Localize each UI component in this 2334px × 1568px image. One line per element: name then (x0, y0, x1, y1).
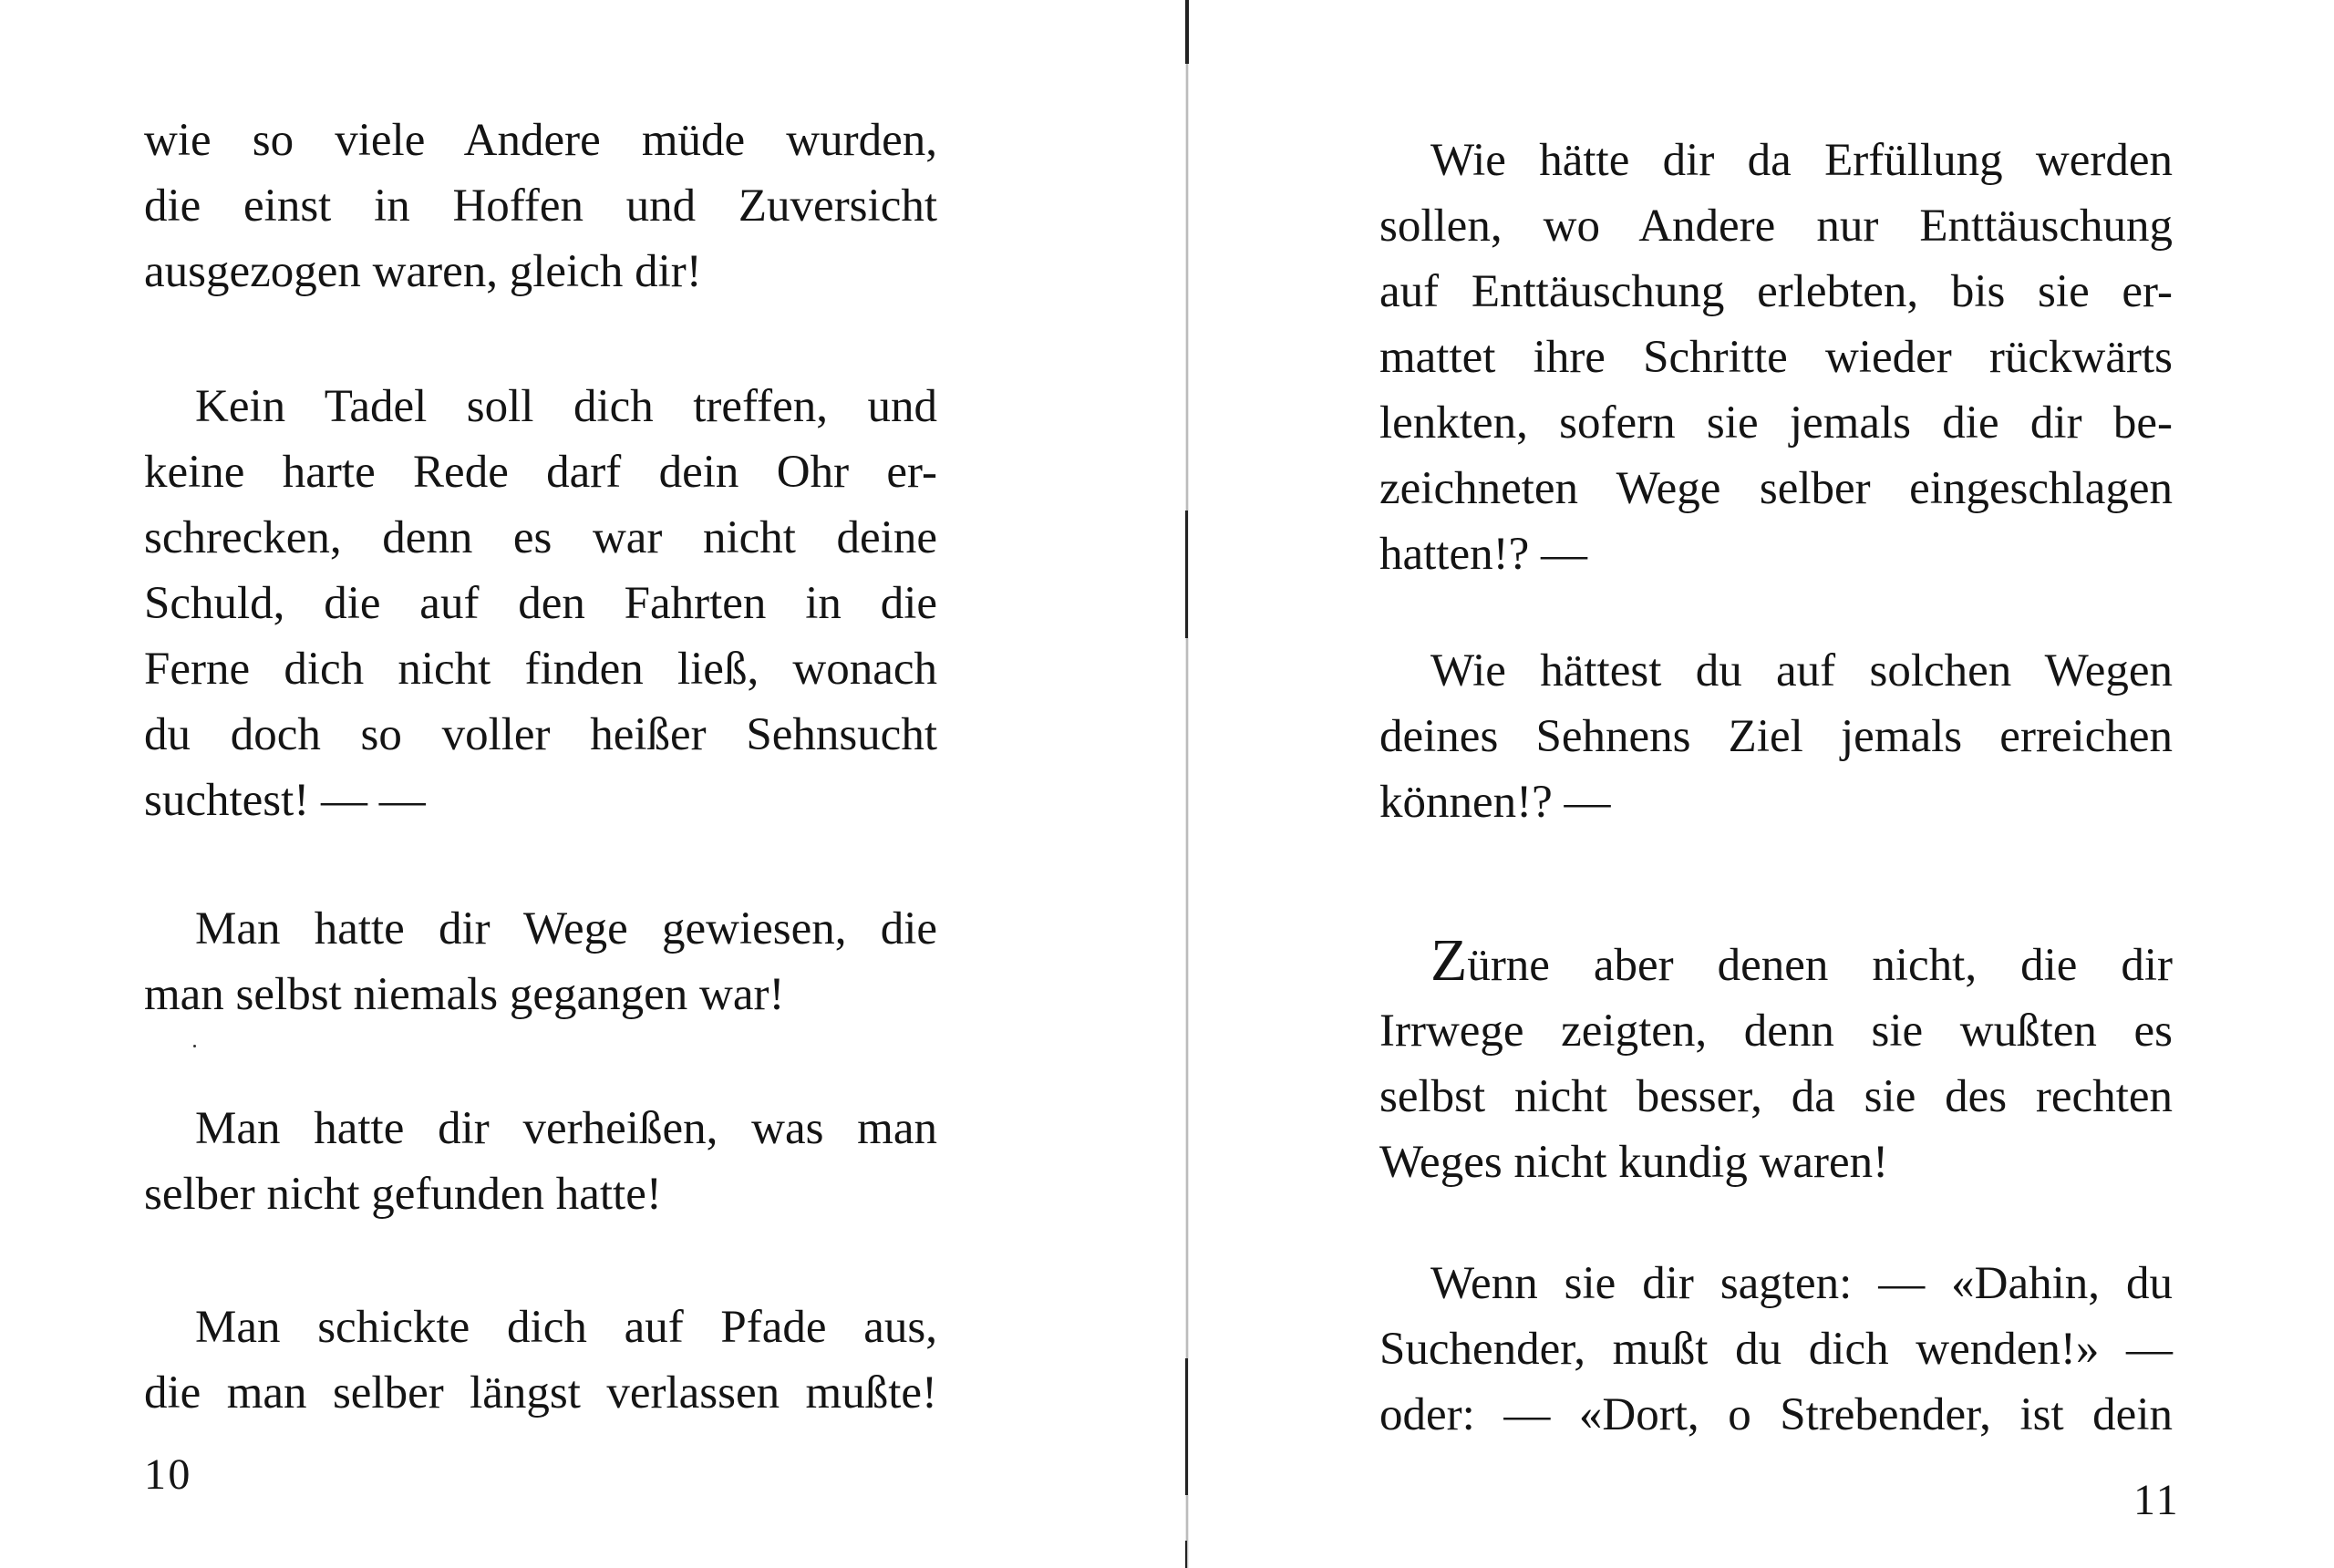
text-line: hatten!? — (1379, 529, 1587, 580)
gutter-shadow (1185, 0, 1189, 64)
text-line: auf Enttäuschung erlebten, bis sie er- (1379, 266, 2173, 317)
text-line: können!? — (1379, 777, 1611, 828)
text-line: Man hatte dir verheißen, was man (195, 1103, 937, 1154)
text-line: Schuld, die auf den Fahrten in die (144, 578, 937, 629)
text-line: Man schickte dich auf Pfade aus, (195, 1302, 937, 1353)
left-paragraph-2 (144, 374, 937, 833)
text-line: die einst in Hoffen und Zuversicht (144, 181, 937, 232)
text-line: selber nicht gefunden hatte! (144, 1169, 662, 1220)
drop-cap: Z (1430, 927, 1468, 994)
text-line: Man hatte dir Wege gewiesen, die (195, 903, 937, 954)
text-line: oder: — «Dort, o Strebender, ist dein (1379, 1389, 2173, 1440)
book-gutter (1185, 0, 1189, 1568)
text-line: mattet ihre Schritte wieder rückwärts (1379, 332, 2173, 383)
text-line: deines Sehnens Ziel jemals erreichen (1379, 711, 2173, 762)
text-line: schrecken, denn es war nicht deine (144, 512, 937, 563)
text-line: Wenn sie dir sagten: — «Dahin, du (1430, 1258, 2173, 1309)
text-line: du doch so voller heißer Sehnsucht (144, 709, 937, 760)
text-line: Suchender, mußt du dich wenden!» — (1379, 1324, 2173, 1375)
text-line: lenkten, sofern sie jemals die dir be- (1379, 397, 2173, 449)
left-paragraph-4 (144, 1096, 937, 1227)
text-line-rest: ürne aber denen nicht, die dir (1467, 940, 2173, 991)
text-line: wie so viele Andere müde wurden, (144, 115, 937, 166)
right-paragraph-3 (1379, 928, 2173, 1195)
right-paragraph-1 (1379, 128, 2173, 587)
text-line: keine harte Rede darf dein Ohr er- (144, 447, 937, 498)
left-paragraph-5 (144, 1295, 937, 1426)
text-line: Ferne dich nicht finden ließ, wonach (144, 644, 937, 695)
text-line: Kein Tadel soll dich treffen, und (195, 381, 937, 432)
text-line: die man selber längst verlassen mußte! (144, 1367, 937, 1418)
text-line: ausgezogen waren, gleich dir! (144, 246, 702, 297)
text-line: suchtest! — — (144, 775, 426, 826)
right-paragraph-2 (1379, 638, 2173, 835)
left-paragraph-3 (144, 896, 937, 1027)
page-number-right: 11 (2133, 1476, 2181, 1524)
page-number-left: 10 (144, 1450, 192, 1499)
gutter-shadow (1185, 1541, 1187, 1568)
text-line: Irrwege zeigten, denn sie wußten es (1379, 1006, 2173, 1057)
text-line: Wie hättest du auf solchen Wegen (1430, 645, 2173, 696)
gutter-shadow (1185, 511, 1188, 638)
right-page (1194, 0, 2334, 1568)
text-line: selbst nicht besser, da sie des rechten (1379, 1071, 2173, 1122)
gutter-shadow (1185, 1358, 1188, 1495)
print-speck (193, 1045, 196, 1047)
text-line: zeichneten Wege selber eingeschlagen (1379, 463, 2173, 514)
text-line: sollen, wo Andere nur Enttäuschung (1379, 201, 2173, 252)
text-line: Wie hätte dir da Erfüllung werden (1430, 135, 2173, 186)
left-paragraph-1 (144, 108, 937, 304)
text-line (1379, 928, 2173, 998)
text-line: Weges nicht kundig waren! (1379, 1137, 1889, 1188)
right-paragraph-4 (1379, 1251, 2173, 1448)
text-line: man selbst niemals gegangen war! (144, 969, 785, 1020)
